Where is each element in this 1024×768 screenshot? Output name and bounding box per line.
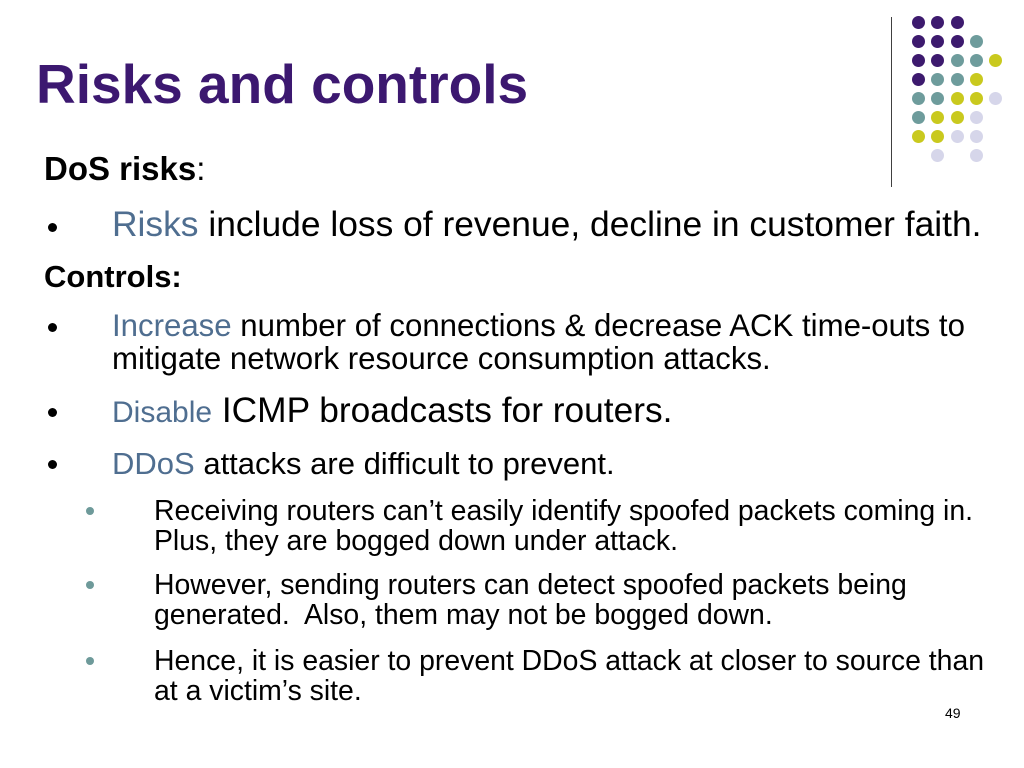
sub-bullet-text-continuation: at a victim’s site. xyxy=(154,675,362,707)
decor-dot xyxy=(951,130,964,143)
decor-dot xyxy=(931,92,944,105)
bullet-text: number of connections & decrease ACK time-outs to xyxy=(240,308,965,343)
decor-dot xyxy=(931,149,944,162)
bullet-text: ICMP broadcasts for routers. xyxy=(221,391,673,430)
decor-dot xyxy=(951,54,964,67)
decor-dot xyxy=(970,130,983,143)
dos-risks-heading-label: DoS risks xyxy=(44,150,197,187)
slide-title: Risks and controls xyxy=(36,53,529,115)
page-number: 49 xyxy=(945,705,961,721)
bullet-dot xyxy=(48,460,57,469)
decor-dot xyxy=(951,111,964,124)
controls-heading: Controls: xyxy=(44,259,182,294)
decor-dot xyxy=(931,130,944,143)
decor-dot xyxy=(989,92,1002,105)
dos-risks-heading-colon: : xyxy=(196,150,206,187)
bullet-dot xyxy=(48,323,57,332)
bullet-line xyxy=(112,390,672,432)
decor-dot xyxy=(931,54,944,67)
sub-bullet-text-continuation: Plus, they are bogged down under attack. xyxy=(154,525,678,557)
decor-dot xyxy=(912,92,925,105)
decor-dot xyxy=(989,54,1002,67)
bullet-dot xyxy=(48,408,57,417)
decor-dot xyxy=(970,149,983,162)
bullet-text: include loss of revenue, decline in customer faith. xyxy=(208,204,982,244)
bullet-keyword: DDoS xyxy=(112,446,195,481)
decor-dot xyxy=(912,54,925,67)
bullet-keyword: Risks xyxy=(112,204,199,244)
bullet-line xyxy=(112,445,615,482)
sub-bullet-text: Receiving routers can’t easily identify spoofed packets coming in. xyxy=(154,495,974,527)
bullet-keyword: Increase xyxy=(112,308,232,343)
decor-dot xyxy=(931,111,944,124)
bullet-text-continuation: mitigate network resource consumption attacks. xyxy=(112,341,771,376)
title-divider-line xyxy=(891,17,892,187)
decor-dot xyxy=(912,130,925,143)
decor-dot xyxy=(951,35,964,48)
bullet-line xyxy=(112,203,981,245)
sub-bullet-text: However, sending routers can detect spoofed packets being xyxy=(154,569,907,601)
dos-risks-heading xyxy=(44,149,205,189)
decor-dot xyxy=(931,16,944,29)
bullet-text: attacks are difficult to prevent. xyxy=(203,446,615,481)
decor-dot xyxy=(912,35,925,48)
decor-dot xyxy=(970,73,983,86)
decor-dot xyxy=(970,111,983,124)
decor-dot xyxy=(912,111,925,124)
decor-dot xyxy=(970,92,983,105)
decor-dot xyxy=(912,16,925,29)
decor-dot xyxy=(912,73,925,86)
decor-dot xyxy=(931,35,944,48)
sub-bullet-dot xyxy=(86,507,94,515)
decor-dot xyxy=(951,92,964,105)
bullet-keyword: Disable xyxy=(112,396,213,429)
bullet-dot xyxy=(48,223,57,232)
sub-bullet-dot xyxy=(86,581,94,589)
bullet-line xyxy=(112,307,965,344)
decor-dot xyxy=(951,16,964,29)
sub-bullet-dot xyxy=(86,657,94,665)
decor-dot xyxy=(970,35,983,48)
decor-dot xyxy=(970,54,983,67)
sub-bullet-text: Hence, it is easier to prevent DDoS attack at closer to source than xyxy=(154,645,985,677)
dot-grid-decoration xyxy=(912,16,1003,163)
decor-dot xyxy=(931,73,944,86)
sub-bullet-text-continuation: generated. Also, them may not be bogged down. xyxy=(154,599,773,631)
decor-dot xyxy=(951,73,964,86)
